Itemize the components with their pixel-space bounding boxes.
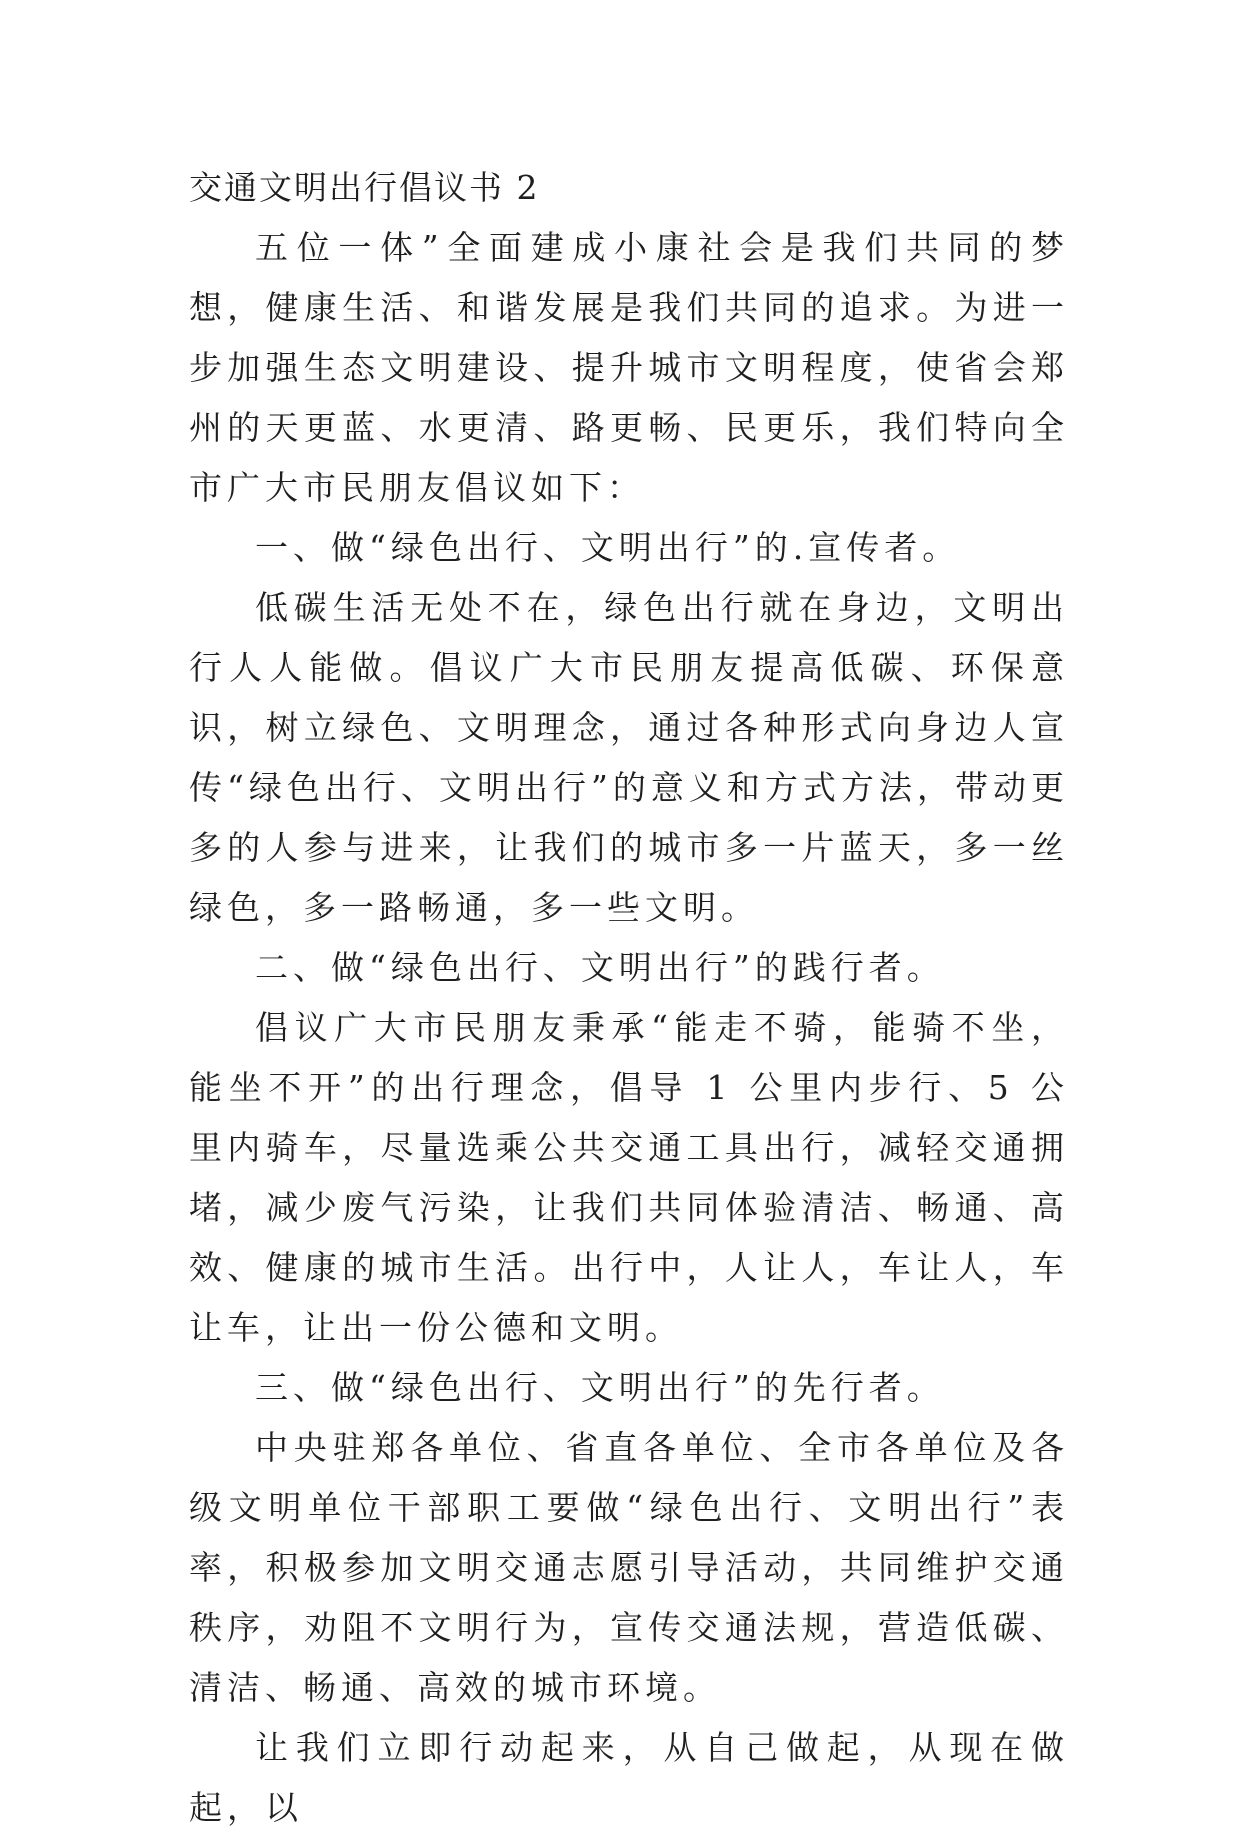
paragraph-section-1: 低碳生活无处不在，绿色出行就在身边，文明出行人人能做。倡议广大市民朋友提高低碳、环保意识，树立绿色、文明理念，通过各种形式向身边人宣传“绿色出行、文明出行”的意义和方式方法，带动更多的人参与进来，让我们的城市多一片蓝天，多一丝绿色，多一路畅通，多一些文明。	[189, 588, 1069, 927]
document-title: 交通文明出行倡议书 2	[189, 168, 540, 207]
section-heading-3: 三、做“绿色出行、文明出行”的先行者。	[255, 1368, 945, 1407]
paragraph-intro: 五位一体”全面建成小康社会是我们共同的梦想，健康生活、和谐发展是我们共同的追求。为进一步加强生态文明建设、提升城市文明程度，使省会郑州的天更蓝、水更清、路更畅、民更乐，我们特向全市广大市民朋友倡议如下：	[189, 228, 1069, 507]
paragraph-section-2: 倡议广大市民朋友秉承“能走不骑，能骑不坐，能坐不开”的出行理念，倡导 1 公里内步行、5 公里内骑车，尽量选乘公共交通工具出行，减轻交通拥堵，减少废气污染，让我们共同体验清洁、畅通、高效、健康的城市生活。出行中，人让人，车让人，车让车，让出一份公德和文明。	[189, 1008, 1069, 1347]
document-body	[189, 158, 1069, 1838]
section-heading-1: 一、做“绿色出行、文明出行”的.宣传者。	[255, 528, 961, 567]
section-heading-2: 二、做“绿色出行、文明出行”的践行者。	[255, 948, 945, 987]
paragraph-section-3: 中央驻郑各单位、省直各单位、全市各单位及各级文明单位干部职工要做“绿色出行、文明出行”表率，积极参加文明交通志愿引导活动，共同维护交通秩序，劝阻不文明行为，宣传交通法规，营造低碳、清洁、畅通、高效的城市环境。	[189, 1428, 1069, 1707]
paragraph-closing: 让我们立即行动起来，从自己做起，从现在做起，以	[189, 1728, 1069, 1827]
